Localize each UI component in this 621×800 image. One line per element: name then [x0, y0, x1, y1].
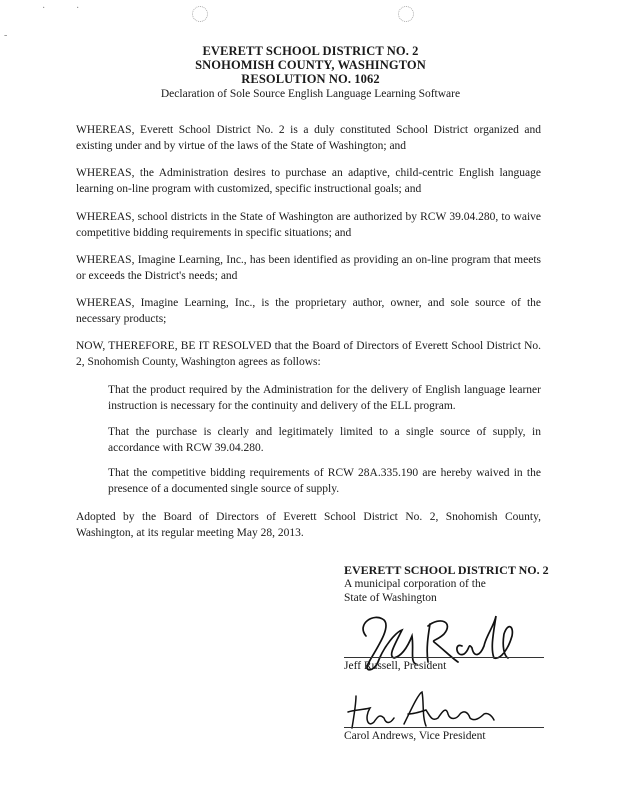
finding-paragraph: That the purchase is clearly and legitimately limited to a single source of supply, in accordance with RCW 39.04.280. — [108, 426, 541, 454]
resolution-subtitle: Declaration of Sole Source English Language Learning Software — [160, 88, 461, 100]
adopted-paragraph: Adopted by the Board of Directors of Everett School District No. 2, Snohomish County, Washington, at its regular meeting May 28, 2013. — [76, 511, 541, 539]
margin-mark: · — [76, 3, 80, 14]
signature-line — [344, 657, 544, 658]
whereas-paragraph: WHEREAS, Imagine Learning, Inc., has been identified as providing an on-line program that meets or exceeds the District's needs; and — [76, 254, 541, 282]
signature-line — [344, 727, 544, 728]
margin-mark: - — [4, 30, 8, 41]
signature-org-line: A municipal corporation of the — [344, 578, 486, 590]
signer-name-title: Carol Andrews, Vice President — [344, 730, 486, 742]
signer-name-title: Jeff Russell, President — [344, 660, 447, 672]
signature-org-line: State of Washington — [344, 592, 437, 604]
finding-paragraph: That the product required by the Administration for the delivery of English language learner instruction is necessary for the continuity and delivery of the ELL program. — [108, 384, 541, 412]
hole-punch-mark — [398, 6, 414, 22]
resolved-paragraph: NOW, THEREFORE, BE IT RESOLVED that the Board of Directors of Everett School District No. 2, Snohomish County, Washington agrees as follows: — [76, 340, 541, 368]
signature-block-heading — [344, 563, 574, 605]
margin-mark: · — [42, 3, 46, 14]
document-header — [0, 44, 621, 101]
district-name: EVERETT SCHOOL DISTRICT NO. 2 — [202, 44, 419, 58]
hole-punch-mark — [192, 6, 208, 22]
whereas-paragraph: WHEREAS, the Administration desires to purchase an adaptive, child-centric English language learning on-line program with customized, specific instructional goals; and — [76, 167, 541, 195]
signature-org: EVERETT SCHOOL DISTRICT NO. 2 — [344, 563, 549, 577]
whereas-paragraph: WHEREAS, Imagine Learning, Inc., is the proprietary author, owner, and sole source of the necessary products; — [76, 297, 541, 325]
whereas-paragraph: WHEREAS, Everett School District No. 2 is a duly constituted School District organized and existing under and by virtue of the laws of the State of Washington; and — [76, 124, 541, 152]
signature-vice-president — [344, 688, 504, 736]
whereas-paragraph: WHEREAS, school districts in the State of Washington are authorized by RCW 39.04.280, to waive competitive bidding requirements in specific situations; and — [76, 211, 541, 239]
resolution-number: RESOLUTION NO. 1062 — [241, 72, 380, 86]
finding-paragraph: That the competitive bidding requirements of RCW 28A.335.190 are hereby waived in the presence of a documented single source of supply. — [108, 467, 541, 495]
county-name: SNOHOMISH COUNTY, WASHINGTON — [195, 58, 426, 72]
